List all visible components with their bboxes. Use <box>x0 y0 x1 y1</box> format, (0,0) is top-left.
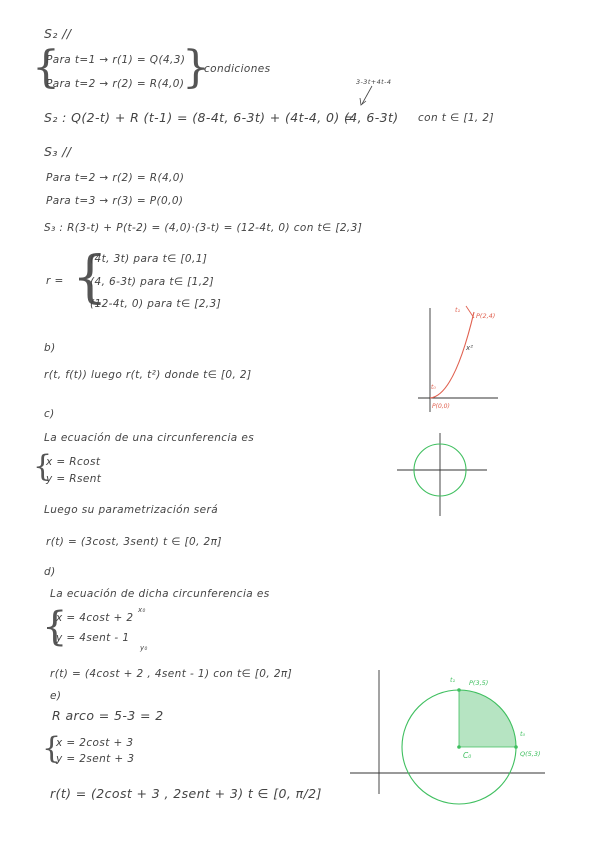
part-b-line: r(t, f(t)) luego r(t, t²) donde t∈ [0, 2] <box>44 369 252 381</box>
part-c-param: r(t) = (3cost, 3sent) t ∈ [0, 2π] <box>46 536 222 548</box>
part-d-label: d) <box>44 566 56 578</box>
part-c-sys-2: y = Rsent <box>46 473 102 485</box>
s2-condition-1: Para t=1 → r(1) = Q(4,3) <box>46 54 186 66</box>
parabola-point-top: P(2,4) <box>476 312 496 320</box>
parabola-arrow <box>466 306 474 318</box>
arc-sector-fill <box>459 690 516 747</box>
label-center: C₀ <box>463 751 472 760</box>
point-p <box>457 688 461 692</box>
center-point <box>457 745 461 749</box>
part-d-sys-2-note: y₀ <box>140 644 148 652</box>
s2-arrow <box>362 86 372 104</box>
parabola-curve <box>430 312 474 398</box>
part-b-label: b) <box>44 342 56 354</box>
part-e-brace: { <box>42 731 62 766</box>
part-d-sys-1-note: x₀ <box>138 606 146 614</box>
graph-parabola <box>418 306 498 412</box>
part-d-sys-2: y = 4sent - 1 <box>56 632 130 644</box>
part-e-sys-2: y = 2sent + 3 <box>56 753 135 765</box>
part-d-brace: { <box>42 604 68 650</box>
label-point-p: P(3,5) <box>469 679 489 687</box>
part-c-line-1: La ecuación de una circunferencia es <box>44 432 255 444</box>
part-c-line-2: Luego su parametrización será <box>44 504 219 516</box>
s2-equation: S₂ : Q(2-t) + R (t-1) = (8-4t, 6-3t) + (4t-4, 0) = <box>44 110 355 125</box>
parabola-curve-label: x² <box>466 344 473 352</box>
s3-condition-1: Para t=2 → r(2) = R(4,0) <box>46 172 185 184</box>
label-point-q: Q(5,3) <box>520 750 541 758</box>
part-e-param: r(t) = (2cost + 3 , 2sent + 3) t ∈ [0, π/2] <box>50 786 322 801</box>
part-d-line-1: La ecuación de dicha circunferencia es <box>50 588 270 600</box>
graph-circle-e <box>350 670 545 804</box>
piecewise-row-1: (4t, 3t) para t∈ [0,1] <box>90 253 208 265</box>
graph-circle-c <box>397 433 487 516</box>
s2-conditions-label: condiciones <box>204 63 271 75</box>
s2-eq-note: 3-3t+4t-4 <box>356 78 392 86</box>
piecewise-brace: { <box>72 245 108 310</box>
s2-equation-range: con t ∈ [1, 2] <box>418 112 494 124</box>
s2-heading: S₂ // <box>44 26 72 41</box>
part-c-sys-1: x = Rcost <box>46 456 101 468</box>
s3-equation: S₃ : R(3-t) + P(t-2) = (4,0)·(3-t) = (12-4t, 0) con t∈ [2,3] <box>44 222 363 234</box>
piecewise-lhs: r = <box>46 275 64 287</box>
piecewise-row-3: (12-4t, 0) para t∈ [2,3] <box>90 298 222 310</box>
s3-heading: S₃ // <box>44 144 72 159</box>
part-e-label: e) <box>50 690 62 702</box>
part-c-brace: { <box>33 449 53 484</box>
s2-equation-result: (4, 6-3t) <box>344 110 399 125</box>
part-d-sys-1: x = 4cost + 2 <box>56 612 134 624</box>
s3-condition-2: Para t=3 → r(3) = P(0,0) <box>46 195 184 207</box>
s2-right-brace: } <box>182 42 210 93</box>
part-e-radius: R arco = 5-3 = 2 <box>52 708 164 723</box>
part-d-param: r(t) = (4cost + 2 , 4sent - 1) con t∈ [0, 2π] <box>50 668 293 680</box>
piecewise-row-2: (4, 6-3t) para t∈ [1,2] <box>90 276 215 288</box>
part-c-label: c) <box>44 408 55 420</box>
parabola-end-label: t₁ <box>455 306 461 314</box>
parabola-origin-label: P(0,0) <box>432 403 450 410</box>
label-t1: t₁ <box>450 676 456 684</box>
part-e-sys-1: x = 2cost + 3 <box>56 737 134 749</box>
s2-left-brace: { <box>32 42 60 93</box>
label-t0: t₀ <box>520 730 526 738</box>
s2-condition-2: Para t=2 → r(2) = R(4,0) <box>46 78 185 90</box>
point-q <box>514 745 518 749</box>
parabola-start-label: t₀ <box>431 384 436 391</box>
